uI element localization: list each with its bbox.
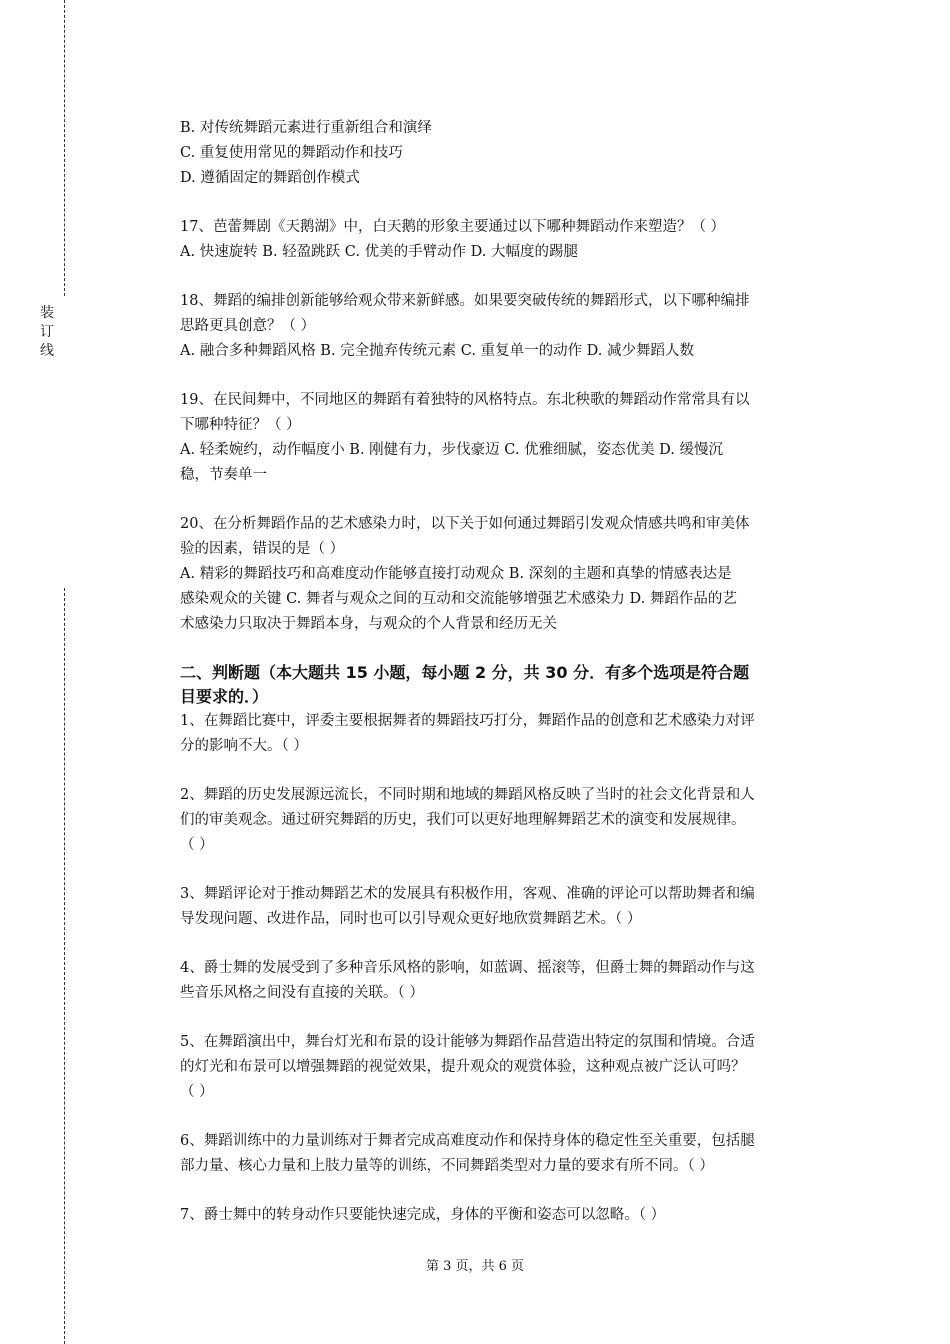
tf-question-6: [180, 1129, 838, 1179]
question-20: [180, 512, 838, 637]
tf-line: 们的审美观念。通过研究舞蹈的历史，我们可以更好地理解舞蹈艺术的演变和发展规律。: [180, 812, 746, 828]
tf-question-3: [180, 882, 838, 932]
option-line: C. 重复使用常见的舞蹈动作和技巧: [180, 145, 403, 161]
question-options: A. 快速旋转 B. 轻盈跳跃 C. 优美的手臂动作 D. 大幅度的踢腿: [180, 244, 579, 260]
tf-question-7: [180, 1203, 838, 1228]
tf-line: （ ）: [180, 837, 214, 853]
question-stem: 下哪种特征？（ ）: [180, 417, 301, 433]
tf-line: （ ）: [180, 1084, 214, 1100]
tf-question-1: [180, 709, 838, 759]
binding-line-bottom: [64, 588, 65, 1344]
tf-line: 部力量、核心力量和上肢力量等的训练，不同舞蹈类型对力量的要求有所不同。（ ）: [180, 1158, 714, 1174]
tf-line: 些音乐风格之间没有直接的关联。（ ）: [180, 985, 424, 1001]
question-options: A. 融合多种舞蹈风格 B. 完全抛弃传统元素 C. 重复单一的动作 D. 减少舞蹈人数: [180, 343, 695, 359]
question-options: 稳，节奏单一: [180, 467, 267, 483]
tf-line: 6、舞蹈训练中的力量训练对于舞者完成高难度动作和保持身体的稳定性至关重要，包括腿: [180, 1133, 755, 1149]
section-title: 目要求的．）: [180, 687, 269, 706]
option-line: D. 遵循固定的舞蹈创作模式: [180, 170, 360, 186]
binding-char: 线: [40, 343, 54, 359]
binding-line-top: [64, 0, 65, 296]
question-stem: 18、舞蹈的编排创新能够给观众带来新鲜感。如果要突破传统的舞蹈形式，以下哪种编排: [180, 293, 750, 309]
question-stem: 思路更具创意？（ ）: [180, 318, 316, 334]
question-options: A. 精彩的舞蹈技巧和高难度动作能够直接打动观众 B. 深刻的主题和真挚的情感表达是: [180, 566, 732, 582]
section-title: 二、判断题（本大题共 15 小题，每小题 2 分，共 30 分．有多个选项是符合题: [180, 663, 750, 682]
tf-line: 3、舞蹈评论对于推动舞蹈艺术的发展具有积极作用，客观、准确的评论可以帮助舞者和编: [180, 886, 755, 902]
question-stem: 19、在民间舞中，不同地区的舞蹈有着独特的风格特点。东北秧歌的舞蹈动作常常具有以: [180, 392, 750, 408]
tf-line: 7、爵士舞中的转身动作只要能快速完成，身体的平衡和姿态可以忽略。（ ）: [180, 1207, 666, 1223]
binding-label: [38, 304, 56, 361]
question-17: [180, 215, 838, 265]
question-options: 感染观众的关键 C. 舞者与观众之间的互动和交流能够增强艺术感染力 D. 舞蹈作品的艺: [180, 591, 737, 607]
section-2-title: [180, 661, 838, 709]
question-19: [180, 388, 838, 488]
tf-line: 5、在舞蹈演出中，舞台灯光和布景的设计能够为舞蹈作品营造出特定的氛围和情境。合适: [180, 1034, 755, 1050]
tf-line: 分的影响不大。（ ）: [180, 738, 308, 754]
tf-line: 1、在舞蹈比赛中，评委主要根据舞者的舞蹈技巧打分，舞蹈作品的创意和艺术感染力对评: [180, 713, 755, 729]
tf-question-2: [180, 783, 838, 858]
question-stem: 17、芭蕾舞剧《天鹅湖》中，白天鹅的形象主要通过以下哪种舞蹈动作来塑造？（ ）: [180, 219, 726, 235]
binding-char: 订: [40, 324, 54, 340]
tf-line: 2、舞蹈的历史发展源远流长，不同时期和地域的舞蹈风格反映了当时的社会文化背景和人: [180, 787, 755, 803]
tf-line: 导发现问题、改进作品，同时也可以引导观众更好地欣赏舞蹈艺术。（ ）: [180, 911, 642, 927]
page-number: 第 3 页，共 6 页: [425, 1259, 525, 1274]
question-stem: 验的因素，错误的是（ ）: [180, 541, 345, 557]
page-footer: [0, 1258, 950, 1276]
question-options: 术感染力只取决于舞蹈本身，与观众的个人背景和经历无关: [180, 616, 557, 632]
binding-char: 装: [40, 305, 54, 321]
question-18: [180, 289, 838, 364]
tf-question-4: [180, 956, 838, 1006]
tf-question-5: [180, 1030, 838, 1105]
question-16-options: [180, 116, 838, 191]
question-options: A. 轻柔婉约，动作幅度小 B. 刚健有力，步伐豪迈 C. 优雅细腻，姿态优美 D. 缓慢沉: [180, 442, 724, 458]
option-line: B. 对传统舞蹈元素进行重新组合和演绎: [180, 120, 432, 136]
exam-content: [180, 116, 838, 1228]
tf-line: 4、爵士舞的发展受到了多种音乐风格的影响，如蓝调、摇滚等，但爵士舞的舞蹈动作与这: [180, 960, 755, 976]
tf-line: 的灯光和布景可以增强舞蹈的视觉效果，提升观众的观赏体验，这种观点被广泛认可吗？: [180, 1059, 746, 1075]
question-stem: 20、在分析舞蹈作品的艺术感染力时，以下关于如何通过舞蹈引发观众情感共鸣和审美体: [180, 516, 750, 532]
